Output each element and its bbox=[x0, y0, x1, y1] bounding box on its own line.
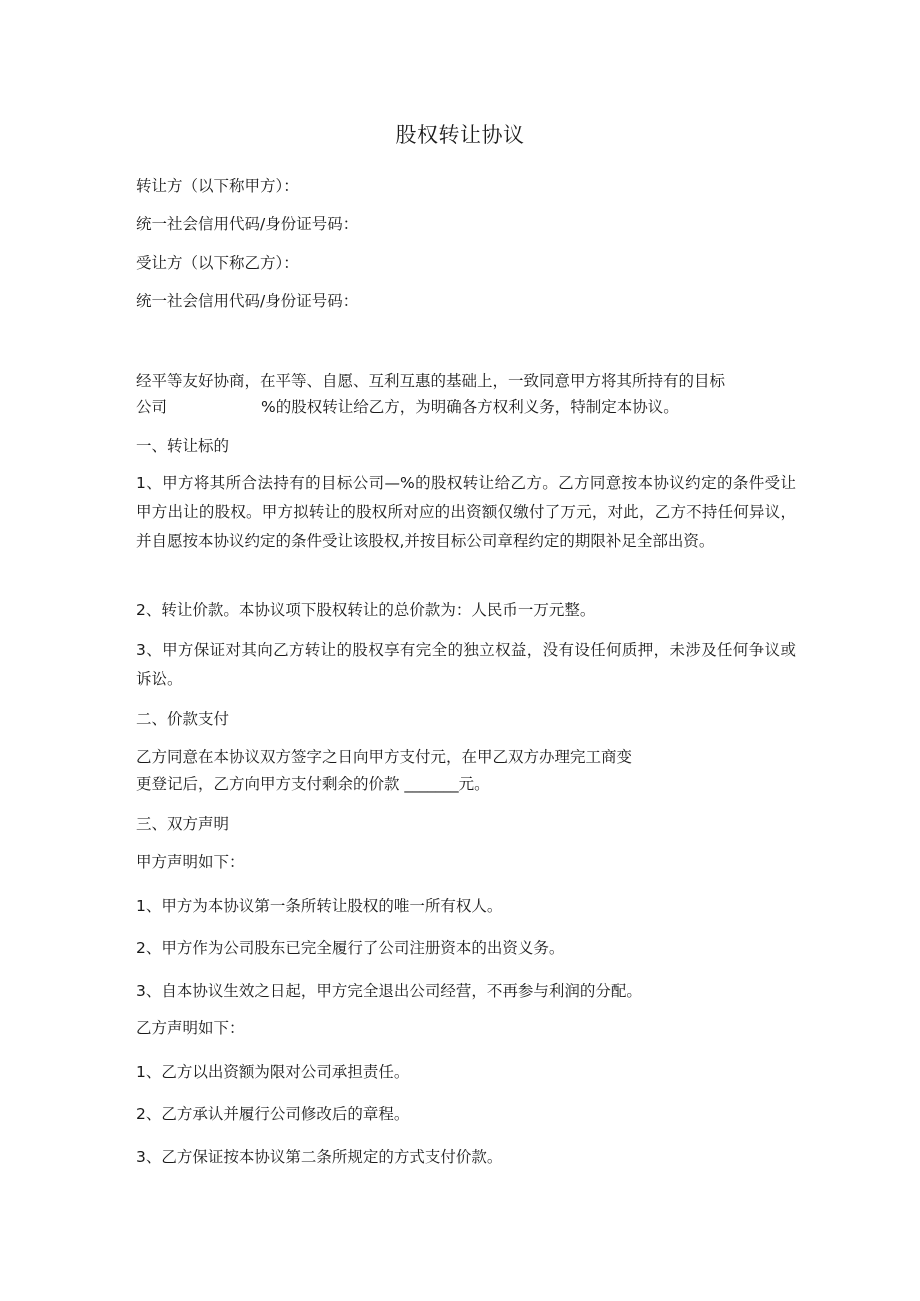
section-1-heading: 一、转让标的 bbox=[136, 437, 230, 455]
section-3-heading: 三、双方声明 bbox=[136, 815, 230, 833]
section-1-item-3: 3、甲方保证对其向乙方转让的股权享有完全的独立权益，没有设任何质押，未涉及任何争议或诉讼。 bbox=[136, 641, 796, 688]
party-b-declaration-1: 1、乙方以出资额为限对公司承担责任。 bbox=[136, 1063, 410, 1081]
section-1-item-1: 1、甲方将其所合法持有的目标公司—%的股权转让给乙方。乙方同意按本协议约定的条件受让甲方出让的股权。甲方拟转让的股权所对应的出资额仅缴付了万元，对此，乙方不持任何异议，并自愿按本协议约定的条件受让该股权,并按目标公司章程约定的期限补足全部出资。 bbox=[136, 474, 796, 550]
section-2-line-2: 更登记后，乙方向甲方支付剩余的价款 _______元。 bbox=[136, 775, 490, 793]
party-b-id-label: 统一社会信用代码/身份证号码： bbox=[136, 292, 359, 310]
party-b-declaration-heading: 乙方声明如下： bbox=[136, 1019, 245, 1037]
intro-line-1: 经平等友好协商，在平等、自愿、互利互惠的基础上，一致同意甲方将其所持有的目标 bbox=[136, 372, 726, 390]
party-b-label: 受让方（以下称乙方）： bbox=[136, 254, 299, 272]
intro-line-2 bbox=[136, 397, 679, 417]
party-a-declaration-2: 2、甲方作为公司股东已完全履行了公司注册资本的出资义务。 bbox=[136, 939, 565, 957]
party-a-declaration-heading: 甲方声明如下： bbox=[136, 853, 245, 871]
section-2-line-1: 乙方同意在本协议双方签字之日向甲方支付元，在甲乙双方办理完工商变 bbox=[136, 748, 633, 766]
party-a-declaration-1: 1、甲方为本协议第一条所转让股权的唯一所有权人。 bbox=[136, 897, 503, 915]
party-b-declaration-2: 2、乙方承认并履行公司修改后的章程。 bbox=[136, 1105, 410, 1123]
section-2-heading: 二、价款支付 bbox=[136, 710, 230, 728]
party-b-declaration-3: 3、乙方保证按本协议第二条所规定的方式支付价款。 bbox=[136, 1148, 503, 1166]
document-title: 股权转让协议 bbox=[395, 123, 525, 147]
party-a-id-label: 统一社会信用代码/身份证号码： bbox=[136, 215, 359, 233]
intro-percent-text: %的股权转让给乙方，为明确各方权利义务，特制定本协议。 bbox=[261, 398, 679, 416]
section-1-item-2: 2、转让价款。本协议项下股权转让的总价款为：人民币一万元整。 bbox=[136, 601, 596, 619]
intro-company-label: 公司 bbox=[136, 398, 168, 416]
party-a-declaration-3: 3、自本协议生效之日起，甲方完全退出公司经营，不再参与利润的分配。 bbox=[136, 982, 642, 1000]
party-a-label: 转让方（以下称甲方）： bbox=[136, 177, 299, 195]
